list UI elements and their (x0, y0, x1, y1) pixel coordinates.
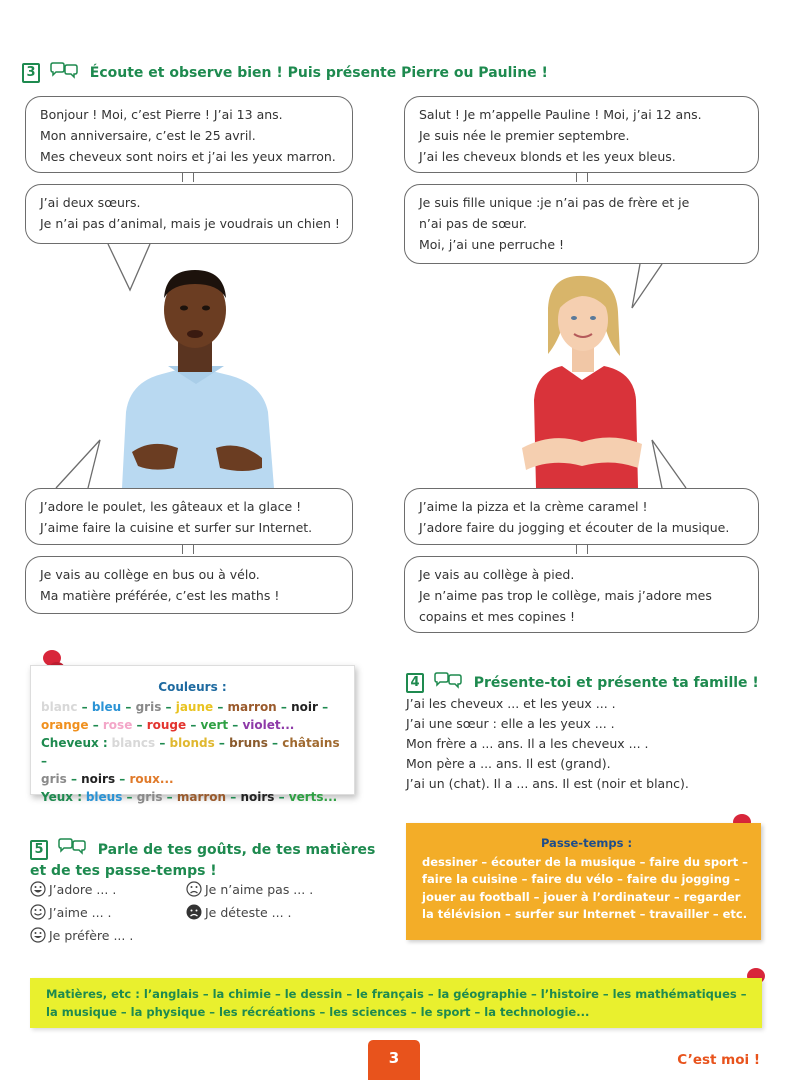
naime-pas-phrase: Je n’aime pas ... . (186, 881, 313, 897)
color-word: gris (135, 700, 162, 714)
frown-icon (186, 881, 202, 897)
pauline-bubble-4: Je vais au collège à pied. Je n’aime pas trop le collège, mais j’adore mes copains et mes copines ! (404, 556, 759, 633)
color-word: noir (291, 700, 318, 714)
color-word: verts... (288, 790, 338, 804)
exercise-number: 4 (406, 673, 424, 693)
color-word: gris (136, 790, 163, 804)
adore-phrase: J’adore ... . (30, 881, 116, 897)
color-word: noirs (240, 790, 275, 804)
deteste-phrase: Je déteste ... . (186, 904, 292, 920)
pauline-bubble-1: Salut ! Je m’appelle Pauline ! Moi, j’ai 12 ans. Je suis née le premier septembre. J’ai les cheveux blonds et les yeux bleus. (404, 96, 759, 173)
smile-icon (30, 904, 46, 920)
color-word: rose (102, 718, 133, 732)
prefere-phrase: Je préfère ... . (30, 927, 133, 943)
color-word: châtains (282, 736, 340, 750)
aime-phrase: J’aime ... . (30, 904, 112, 920)
separator: – (276, 700, 292, 714)
separator: – (226, 790, 241, 804)
color-word: jaune (175, 700, 214, 714)
separator: – (161, 700, 176, 714)
speech-bubbles-icon (57, 838, 87, 862)
exercise-title: Écoute et observe bien ! Puis présente Pierre ou Pauline ! (89, 65, 548, 81)
color-word: vert (200, 718, 229, 732)
pierre-photo (112, 262, 282, 488)
separator: – (213, 700, 228, 714)
color-word: gris (41, 772, 67, 786)
exercise-5-header: 5 Parle de tes goûts, de tes matières et de tes passe-temps ! (30, 838, 375, 881)
separator: – (186, 718, 201, 732)
exercise-4-text: J’ai les cheveux ... et les yeux ... . J’ai une sœur : elle a les yeux ... . Mon frère a ... ans. Il a les cheveux ... . Mon père a ... ans. Il est (grand). J’ai un (chat). Il a ... ans. Il est (noir et blanc). (406, 696, 689, 791)
pierre-bubble-2: J’ai deux sœurs. Je n’ai pas d’animal, mais je voudrais un chien ! (25, 184, 353, 244)
speech-bubbles-icon (433, 672, 463, 694)
separator: – (88, 718, 103, 732)
bubble-joiner (182, 544, 194, 554)
pierre-bubble-1: Bonjour ! Moi, c’est Pierre ! J’ai 13 ans. Mon anniversaire, c’est le 25 avril. Mes cheveux sont noirs et j’ai les yeux marron. (25, 96, 353, 173)
bubble-joiner (182, 172, 194, 182)
color-word: marron (176, 790, 227, 804)
color-word: noirs (81, 772, 116, 786)
separator: – (121, 700, 136, 714)
bubble-joiner (576, 544, 588, 554)
separator: – (122, 790, 137, 804)
color-word: blonds (169, 736, 215, 750)
exercise-number: 5 (30, 840, 48, 860)
page-number: 3 (368, 1040, 420, 1080)
color-word: blanc (41, 700, 78, 714)
separator: – (41, 754, 47, 768)
big-smile-icon (30, 881, 46, 897)
color-word: violet... (242, 718, 295, 732)
separator: – (228, 718, 243, 732)
color-word: bleu (91, 700, 122, 714)
color-word: roux... (129, 772, 174, 786)
eyes-line: Yeux : bleus – gris – marron – noirs – verts... (41, 790, 338, 804)
pauline-bubble-3: J’aime la pizza et la crème caramel ! J’adore faire du jogging et écouter de la musique. (404, 488, 759, 545)
separator: – (77, 700, 92, 714)
color-word: blancs (111, 736, 156, 750)
colors-line-2 (41, 716, 344, 734)
hair-line: Cheveux : blancs – blonds – bruns – châtains – (41, 736, 340, 768)
bubble-joiner (576, 172, 588, 182)
hobbies-note (406, 823, 761, 940)
separator: – (66, 772, 82, 786)
color-word: bleus (85, 790, 123, 804)
hair-line-2 (41, 770, 344, 788)
tongue-smile-icon (30, 927, 46, 943)
separator: – (317, 700, 329, 714)
subjects-note (30, 978, 762, 1028)
colors-line-1 (41, 698, 344, 716)
separator: – (132, 718, 147, 732)
pierre-bubble-4: Je vais au collège en bus ou à vélo. Ma matière préférée, c’est les maths ! (25, 556, 353, 614)
color-word: marron (227, 700, 277, 714)
exercise-4-header (406, 672, 759, 694)
separator: – (274, 790, 289, 804)
separator: – (155, 736, 170, 750)
separator: – (162, 790, 177, 804)
separator: – (214, 736, 230, 750)
hobbies-text: dessiner – écouter de la musique – faire du sport – faire la cuisine – faire du vélo – faire du jogging – jouer au football – jouer à l’ordinateur – regarder la télévision – surfer sur Internet – travailler – etc. (422, 854, 748, 921)
hobbies-title: Passe-temps : (540, 836, 633, 850)
separator: – (115, 772, 130, 786)
color-word: rouge (146, 718, 187, 732)
colors-vocabulary-note (30, 665, 355, 804)
color-word: bruns (229, 736, 268, 750)
pauline-photo (512, 272, 652, 488)
subjects-text: l’anglais – la chimie – le dessin – le français – la géographie – l’histoire – les mathématiques – la musique – la physique – les récréations – les sciences – le sport – la technologie... (46, 987, 747, 1019)
pierre-bubble-3: J’adore le poulet, les gâteaux et la glace ! J’aime faire la cuisine et surfer sur Internet. (25, 488, 353, 545)
unit-title: C’est moi ! (677, 1052, 760, 1068)
exercise-number: 3 (22, 63, 40, 83)
color-word: orange (41, 718, 89, 732)
pauline-bubble-2: Je suis fille unique :je n’ai pas de frère et je n’ai pas de sœur. Moi, j’ai une perruche ! (404, 184, 759, 264)
exercise-title: Présente-toi et présente ta famille ! (473, 675, 759, 691)
separator: – (267, 736, 283, 750)
subjects-label: Matières, etc : (46, 987, 140, 1001)
note-title: Couleurs : (158, 680, 227, 694)
angry-face-icon (186, 904, 202, 920)
